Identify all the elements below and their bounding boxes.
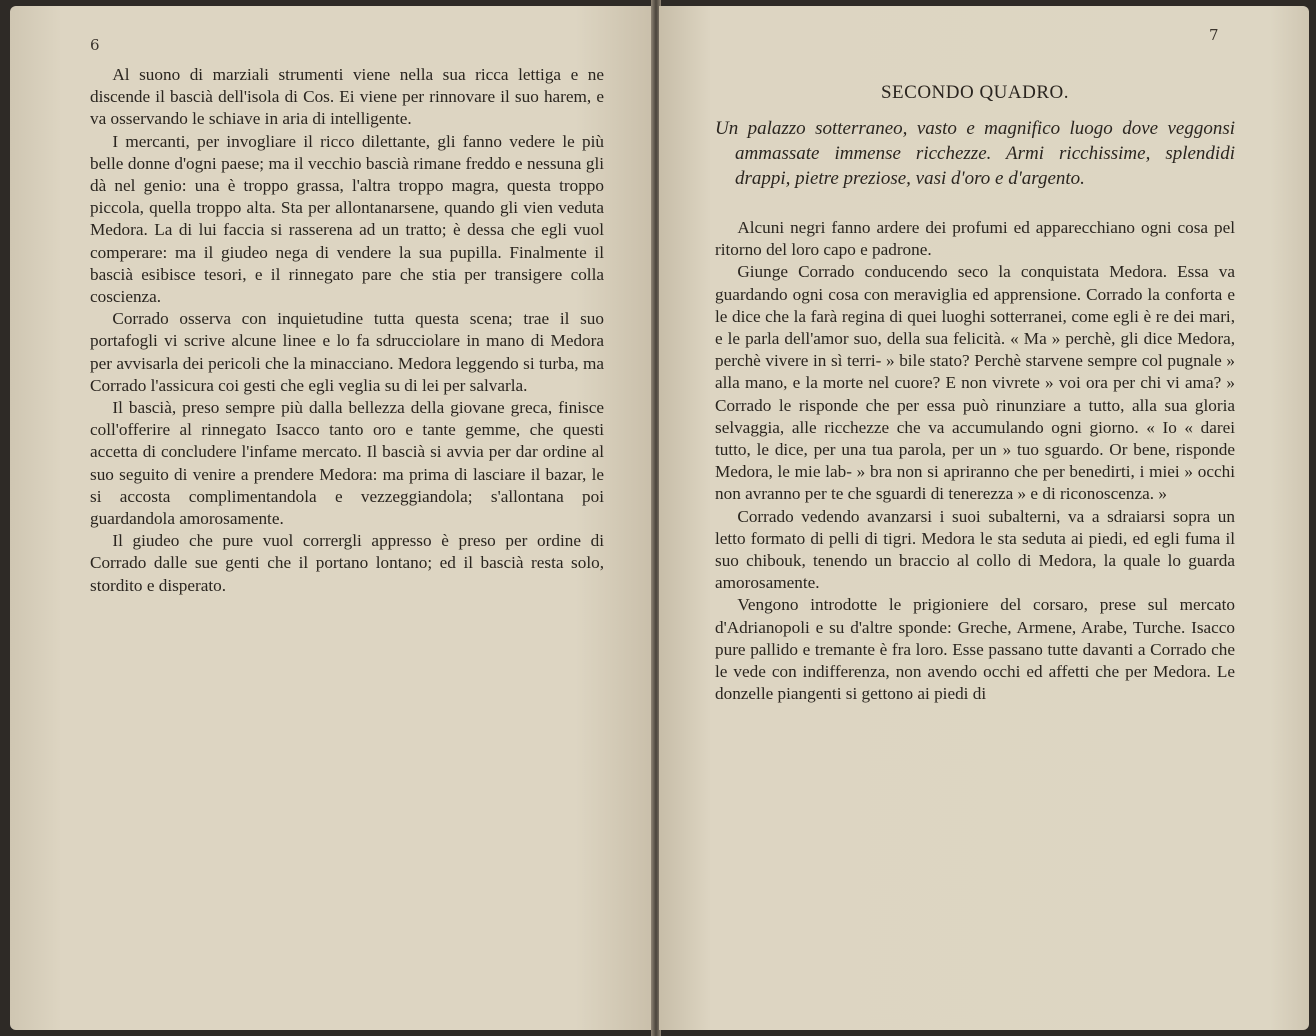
left-page-text [90, 64, 604, 597]
section-title: SECONDO QUADRO. [880, 82, 1069, 103]
page-number-right: 7 [1209, 26, 1219, 44]
stage-direction: Un palazzo sotterraneo, vasto e magnifico luogo dove veggonsi ammassate immense ricchezze. Armi ricchissime, splendidi drappi, pietre preziose, vasi d'oro e d'argento. [715, 118, 1235, 189]
left-paragraph-5: Il giudeo che pure vuol corrergli appresso è preso per ordine di Corrado dalle sue genti che il portano lontano; ed il bascià resta solo, stordito e disperato. [90, 531, 604, 595]
right-paragraph-3: Corrado vedendo avanzarsi i suoi subalterni, va a sdraiarsi sopra un letto formato di pelli di tigri. Medora le sta seduta ai piedi, ed egli fuma il suo chibouk, tenendo un braccio al collo di Medora, la quale lo guarda amorosamente. [715, 506, 1235, 593]
left-page [10, 6, 653, 1030]
left-paragraph-1: Al suono di marziali strumenti viene nella sua ricca lettiga e ne discende il bascià dell'isola di Cos. Ei viene per rinnovare il suo harem, e va osservando le schiave in aria di intelligente. [90, 65, 604, 129]
left-paragraph-2: I mercanti, per invogliare il ricco dilettante, gli fanno vedere le più belle donne d'ogni paese; ma il vecchio bascià rimane freddo e nessuna gli dà nel genio: una è troppo grassa, l'altra troppo magra, questa troppo piccola, quella troppo alta. Sta per allontanarsene, quando gli vien veduta Medora. La di lui faccia si rasserena ad un tratto; è dessa che egli vuol comperare: ma il giudeo nega di vendere la sua pupilla. Finalmente il bascià esibisce tesori, e il rinnegato pare che stia per transigere colla coscienza. [90, 131, 604, 307]
right-page-text [715, 116, 1235, 705]
right-paragraph-2: Giunge Corrado conducendo seco la conquistata Medora. Essa va guardando ogni cosa con meraviglia ed apprensione. Corrado la conforta e le dice che la farà regina di quei luoghi sotterranei, come egli è re dei mari, e le parla dell'amor suo, della sua felicità. « Ma » perchè, gli dice Medora, perchè vivere in sì terri- » bile stato? Perchè starvene sempre col pugnale » alla mano, e la morte nel cuore? E non vivrete » voi ora per chi vi ama? » Corrado le risponde che per essa può rinunziare a tutto, alla sua gloria selvaggia, alle ricchezze che va accumulando ogni giorno. « Io « darei tutto, le dice, per una tua parola, per un » tuo sguardo. Or bene, risponde Medora, le mie lab- » bra non si apriranno che per benedirti, i miei » occhi non avranno per te che sguardi di tenerezza » e di riconoscenza. » [715, 262, 1235, 504]
left-paragraph-4: Il bascià, preso sempre più dalla bellezza della giovane greca, finisce coll'offerire al rinnegato Isacco tanto oro e tante gemme, che questi accetta di concludere l'infame mercato. Il bascià si avvia per dar ordine al suo seguito di venire a prendere Medora: ma prima di lasciare il bazar, le si accosta complimentandola e vezzeggiandola; s'allontana poi guardandola amorosamente. [90, 398, 604, 529]
page-number-left: 6 [90, 36, 100, 54]
right-paragraph-4: Vengono introdotte le prigioniere del corsaro, prese sul mercato d'Adrianopoli e su d'altre sponde: Greche, Armene, Arabe, Turche. Isacco pure pallido e tremante è fra loro. Esse passano tutte davanti a Corrado che le vede con indifferenza, non avendo occhi ed affetti che per Medora. Le donzelle piangenti si gettono ai piedi di [715, 595, 1235, 704]
left-paragraph-3: Corrado osserva con inquietudine tutta questa scena; trae il suo portafogli vi scrive alcune linee e lo fa sdrucciolare in mano di Medora per avvisarla dei pericoli che la minacciano. Medora leggendo si turba, ma Corrado l'assicura coi gesti che egli veglia su di lei per salvarla. [90, 309, 604, 395]
right-paragraph-1: Alcuni negri fanno ardere dei profumi ed apparecchiano ogni cosa pel ritorno del loro capo e padrone. [715, 218, 1235, 260]
right-page [659, 6, 1309, 1030]
